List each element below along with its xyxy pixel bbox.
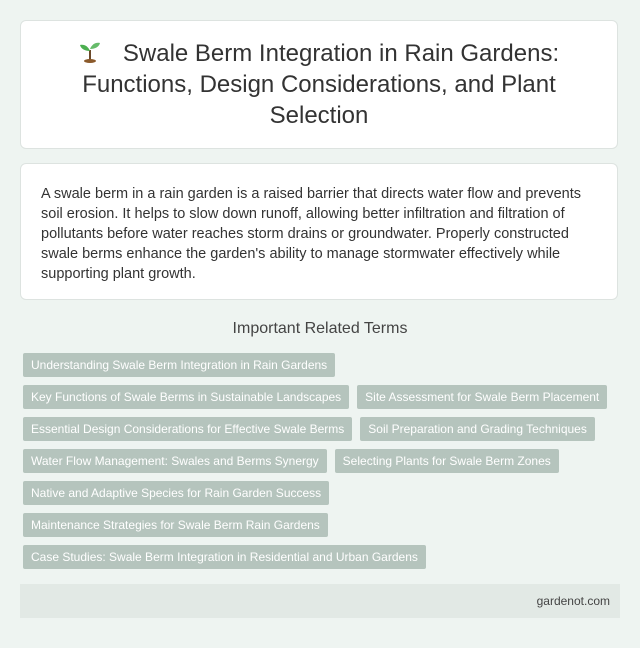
tag-row	[23, 385, 623, 409]
description-text: A swale berm in a rain garden is a raised barrier that directs water flow and prevents soil erosion. It helps to slow down runoff, allowing better infiltration and filtration of pollutants before water reaches storm drains or groundwater. Properly constructed swale berms enhance the garden's ability to manage stormwater effectively while supporting plant growth.	[41, 186, 581, 282]
related-term-tag[interactable]: Water Flow Management: Swales and Berms Synergy	[23, 449, 327, 473]
related-term-tag[interactable]: Case Studies: Swale Berm Integration in Residential and Urban Gardens	[23, 545, 426, 569]
seedling-icon	[79, 39, 101, 63]
related-terms-list	[23, 353, 623, 577]
related-term-tag[interactable]: Site Assessment for Swale Berm Placement	[357, 385, 607, 409]
footer-site-link[interactable]: gardenot.com	[536, 594, 610, 608]
related-term-tag[interactable]: Understanding Swale Berm Integration in Rain Gardens	[23, 353, 335, 377]
tag-row	[23, 353, 623, 377]
tag-row	[23, 545, 623, 569]
related-term-tag[interactable]: Soil Preparation and Grading Techniques	[360, 417, 595, 441]
page-title-text: Swale Berm Integration in Rain Gardens: Functions, Design Considerations, and Plant Selection	[82, 40, 560, 129]
description-card	[20, 163, 618, 300]
related-term-tag[interactable]: Selecting Plants for Swale Berm Zones	[335, 449, 559, 473]
related-term-tag[interactable]: Essential Design Considerations for Effective Swale Berms	[23, 417, 352, 441]
tag-row	[23, 513, 623, 537]
related-term-tag[interactable]: Maintenance Strategies for Swale Berm Rain Gardens	[23, 513, 328, 537]
related-term-tag[interactable]: Native and Adaptive Species for Rain Garden Success	[23, 481, 329, 505]
footer	[20, 584, 620, 618]
tag-row	[23, 417, 623, 441]
tag-row	[23, 481, 623, 505]
related-terms-heading: Important Related Terms	[232, 320, 408, 337]
page-title	[61, 38, 577, 131]
title-card	[20, 20, 618, 149]
tag-row	[23, 449, 623, 473]
related-term-tag[interactable]: Key Functions of Swale Berms in Sustainable Landscapes	[23, 385, 349, 409]
